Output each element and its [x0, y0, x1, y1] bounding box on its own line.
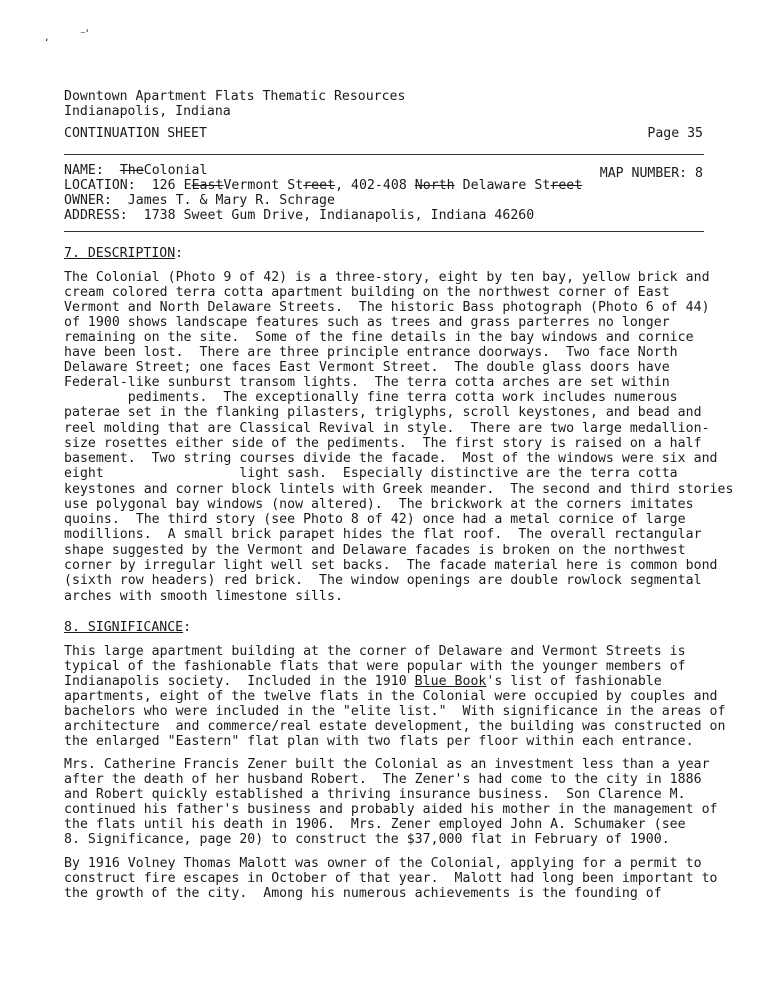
- description-line: pediments. The exceptionally fine terra cotta work includes numerous: [64, 390, 678, 405]
- continuation-sheet-label: CONTINUATION SHEET: [64, 126, 207, 141]
- description-line: Vermont and North Delaware Streets. The historic Bass photograph (Photo 6 of 44): [64, 300, 710, 315]
- address-row: [64, 208, 534, 223]
- location-struck-text: reet: [550, 178, 583, 193]
- location-struck-text: East: [191, 178, 224, 193]
- significance-line: This large apartment building at the corner of Delaware and Vermont Streets is: [64, 644, 686, 659]
- location-street: St: [534, 178, 551, 193]
- significance-line: the growth of the city. Among his numerous achievements is the founding of: [64, 886, 662, 901]
- address-value: 1738 Sweet Gum Drive, Indianapolis, Indiana 46260: [143, 208, 535, 223]
- map-number-value: 8: [695, 166, 703, 181]
- significance-text: Indianapolis society. Included in the 1910: [64, 674, 415, 689]
- significance-heading: 8. SIGNIFICANCE:: [64, 620, 192, 635]
- description-line: have been lost. There are three principle entrance doorways. Two face North: [64, 345, 678, 360]
- description-line: use polygonal bay windows (now altered). The brickwork at the corners imitates: [64, 497, 694, 512]
- significance-line: 8. Significance, page 20) to construct the $37,000 flat in February of 1900.: [64, 832, 670, 847]
- corner-mark: ⁻ʹ: [80, 28, 89, 41]
- significance-line: architecture and commerce/real estate development, the building was constructed on: [64, 719, 726, 734]
- description-heading: 7. DESCRIPTION:: [64, 246, 184, 261]
- description-line: quoins. The third story (see Photo 8 of 42) once had a metal cornice of large: [64, 512, 686, 527]
- header-title: Downtown Apartment Flats Thematic Resources: [64, 89, 406, 104]
- location-street: Vermont: [223, 178, 280, 193]
- significance-line: and Robert quickly established a thriving insurance business. Son Clarence M.: [64, 787, 686, 802]
- description-line: eight light sash. Especially distinctive are the terra cotta: [64, 466, 678, 481]
- description-line: size rosettes either side of the pediments. The first story is raised on a half: [64, 436, 702, 451]
- name-label: NAME:: [64, 163, 104, 178]
- owner-value: James T. & Mary R. Schrage: [127, 193, 335, 208]
- description-heading-text: 7. DESCRIPTION: [64, 246, 176, 261]
- location-street: St: [287, 178, 304, 193]
- significance-line: By 1916 Volney Thomas Malott was owner of the Colonial, applying for a permit to: [64, 856, 702, 871]
- address-label: ADDRESS:: [64, 208, 128, 223]
- description-line: basement. Two string courses divide the facade. Most of the windows were six and: [64, 451, 718, 466]
- description-line: cream colored terra cotta apartment building on the northwest corner of East: [64, 285, 670, 300]
- significance-line: typical of the fashionable flats that were popular with the younger members of: [64, 659, 686, 674]
- description-line: reel molding that are Classical Revival in style. There are two large medallion-: [64, 421, 710, 436]
- blue-book-title: Blue Book: [414, 674, 487, 689]
- map-number: [600, 166, 703, 181]
- owner-label: OWNER:: [64, 193, 112, 208]
- significance-line: continued his father's business and probably aided his mother in the management of: [64, 802, 718, 817]
- significance-text: 's list of fashionable: [486, 674, 662, 689]
- description-line: modillions. A small brick parapet hides the flat roof. The overall rectangular: [64, 527, 702, 542]
- significance-heading-text: 8. SIGNIFICANCE: [64, 620, 184, 635]
- location-number: 126: [151, 178, 176, 193]
- significance-line: the enlarged "Eastern" flat plan with two flats per floor within each entrance.: [64, 734, 694, 749]
- significance-line: after the death of her husband Robert. The Zener's had come to the city in 1886: [64, 772, 702, 787]
- description-line: (sixth row headers) red brick. The window openings are double rowlock segmental: [64, 573, 702, 588]
- map-number-label: MAP NUMBER:: [599, 166, 688, 181]
- description-line: of 1900 shows landscape features such as trees and grass parterres no longer: [64, 315, 670, 330]
- corner-mark: ʻ: [45, 36, 49, 49]
- description-line: Federal-like sunburst transom lights. The terra cotta arches are set within: [64, 375, 670, 390]
- description-line: corner by irregular light well set backs. The facade material here is common bond: [64, 558, 718, 573]
- description-line: Delaware Street; one faces East Vermont Street. The double glass doors have: [64, 360, 670, 375]
- description-line: shape suggested by the Vermont and Delaware facades is broken on the northwest: [64, 543, 686, 558]
- location-struck-text: reet: [303, 178, 336, 193]
- owner-row: [64, 193, 335, 208]
- page-number: Page 35: [647, 126, 703, 141]
- description-line: The Colonial (Photo 9 of 42) is a three-story, eight by ten bay, yellow brick and: [64, 270, 710, 285]
- significance-line: apartments, eight of the twelve flats in the Colonial were occupied by couples and: [64, 689, 718, 704]
- significance-line: construct fire escapes in October of that year. Malott had long been important to: [64, 871, 718, 886]
- location-label: LOCATION:: [64, 178, 136, 193]
- description-line: arches with smooth limestone sills.: [64, 589, 343, 604]
- description-line: keystones and corner block lintels with Greek meander. The second and third stories: [64, 482, 734, 497]
- name-row: [64, 163, 208, 178]
- location-row: LOCATION: 126 EEastVermont Street, 402-408 North Delaware Street: [64, 178, 583, 193]
- location-street: Delaware: [462, 178, 527, 193]
- description-line: remaining on the site. Some of the fine details in the bay windows and cornice: [64, 330, 694, 345]
- location-struck-text: North: [414, 178, 455, 193]
- name-struck-text: The: [119, 163, 144, 178]
- significance-line: Mrs. Catherine Francis Zener built the Colonial as an investment less than a year: [64, 757, 710, 772]
- significance-line: the flats until his death in 1906. Mrs. Zener employed John A. Schumaker (see: [64, 817, 686, 832]
- location-number: , 402-408: [335, 178, 407, 193]
- significance-line: [64, 674, 662, 689]
- description-line: paterae set in the flanking pilasters, triglyphs, scroll keystones, and bead and: [64, 405, 702, 420]
- divider: [64, 231, 704, 232]
- divider: [64, 154, 704, 155]
- header-location: Indianapolis, Indiana: [64, 104, 231, 119]
- significance-line: bachelors who were included in the "elite list." With significance in the areas of: [64, 704, 726, 719]
- name-value: Colonial: [143, 163, 208, 178]
